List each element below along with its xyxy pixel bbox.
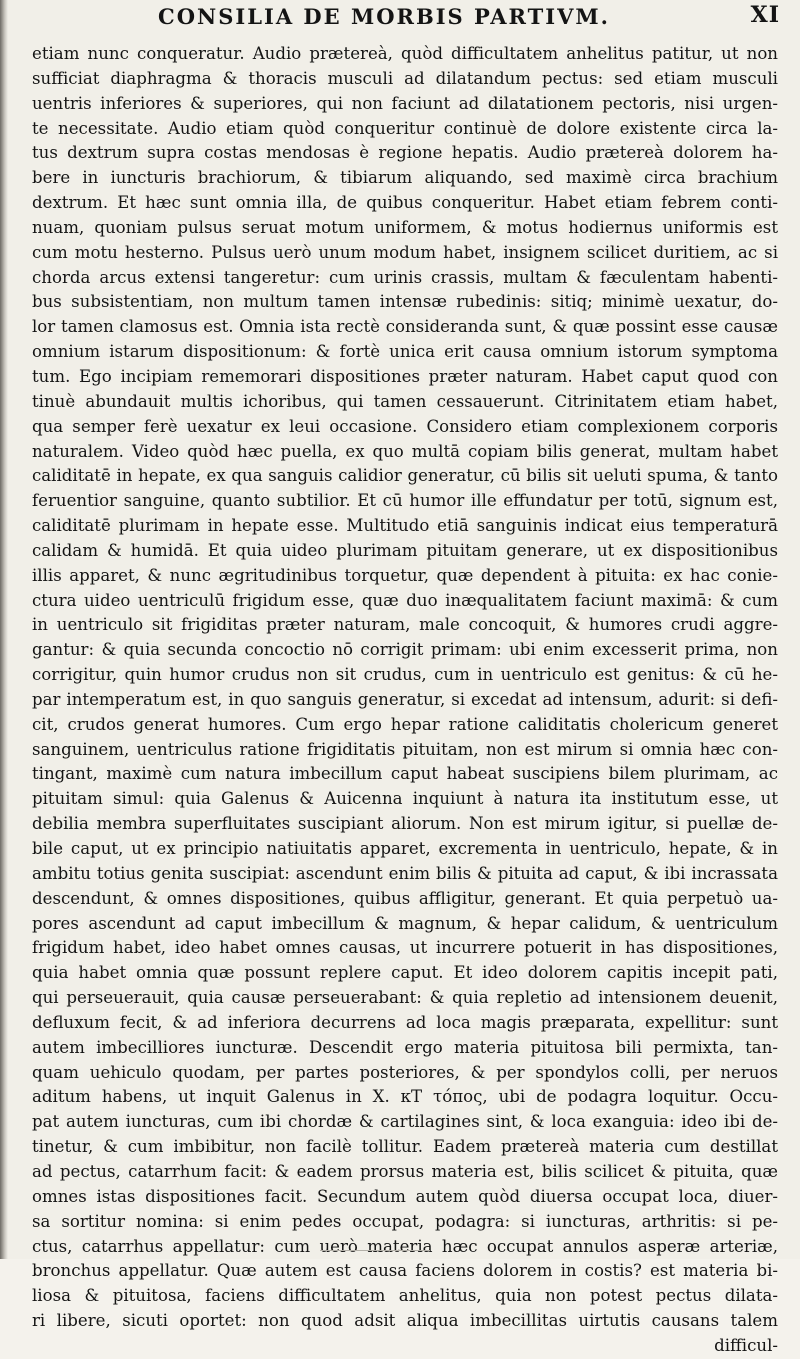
text-line: illis apparet, & nunc ægritudinibus torquetur, quæ dependent à pituita: ex hac conie- (32, 565, 778, 585)
text-line: pat autem iuncturas, cum ibi chordæ & cartilagines sint, & loca exanguia: ideo ibi de- (32, 1112, 778, 1132)
text-line: difficul- (714, 1335, 778, 1355)
text-line: qui perseuerauit, quia causæ perseuerabant: & quia repletio ad intensionem deuenit, (32, 988, 778, 1008)
bottom-rule (320, 1250, 430, 1251)
text-line: te necessitate. Audio etiam quòd conqueritur continuè de dolore existente circa la- (32, 118, 778, 138)
text-line: caliditatē in hepate, ex qua sanguis calidior generatur, cū bilis sit ueluti spuma, & tanto (32, 466, 778, 486)
text-line: bile caput, ut ex principio natiuitatis apparet, excrementa in uentriculo, hepate, & in (32, 839, 778, 858)
text-line: aditum habens, ut inquit Galenus in X. κΤ τόπος, ubi de podagra loquitur. Occu- (32, 1087, 778, 1107)
text-line: debilia membra superfluitates suscipiant aliorum. Non est mirum igitur, si puellæ de- (32, 814, 778, 834)
text-line: descendunt, & omnes dispositiones, quibus affligitur, generant. Et quia perpetuò ua- (32, 888, 778, 908)
text-line: frigidum habet, ideo habet omnes causas, ut incurrere potuerit in has dispositiones, (32, 938, 778, 958)
text-line: etiam nunc conqueratur. Audio prætereà, quòd difficultatem anhelitus patitur, ut non (32, 44, 778, 63)
text-line: feruentior sanguine, quanto subtilior. Et cū humor ille effundatur per totū, signum est, (32, 491, 778, 511)
text-line: liosa & pituitosa, faciens difficultatem anhelitus, quia non potest pectus dilata- (32, 1286, 778, 1306)
text-line: nuam, quoniam pulsus seruat motum uniformem, & motus hodiernus uniformis est (32, 217, 778, 237)
text-line: uentris inferiores & superiores, qui non faciunt ad dilatationem pectoris, nisi urgen- (32, 93, 778, 113)
text-line: omnes istas dispositiones facit. Secundum autem quòd diuersa occupat loca, diuer- (32, 1186, 778, 1206)
text-line: gantur: & quia secunda concoctio nō corrigit primam: ubi enim excesserit prima, non (32, 640, 778, 660)
text-line: bus subsistentiam, non multum tamen intensæ rubedinis: sitiq; minimè uexatur, do- (32, 292, 778, 312)
text-line: defluxum fecit, & ad inferiora decurrens ad loca magis præparata, expellitur: sunt (32, 1012, 778, 1032)
text-line: omnium istarum dispositionum: & fortè unica erit causa omnium istorum symptoma (32, 342, 778, 362)
text-line: tus dextrum supra costas mendosas è regione hepatis. Audio prætereà dolorem ha- (32, 143, 778, 163)
text-line: in uentriculo sit frigiditas præter naturam, male concoquit, & humores crudi aggre- (32, 615, 778, 635)
text-line: corrigitur, quin humor crudus non sit crudus, cum in uentriculo est genitus: & cū he- (32, 665, 778, 685)
text-line: tinuè abundauit multis ichoribus, qui tamen cessauerunt. Citrinitatem etiam habet, (32, 391, 778, 411)
text-line: naturalem. Video quòd hæc puella, ex quo multā copiam bilis generat, multam habet (32, 441, 778, 461)
page-header (28, 2, 780, 42)
text-line: cit, crudos generat humores. Cum ergo hepar ratione caliditatis cholericum generet (32, 714, 778, 734)
text-line: sanguinem, uentriculus ratione frigiditatis pituitam, non est mirum si omnia hæc con- (32, 739, 778, 759)
text-line: tinetur, & cum imbibitur, non facilè tollitur. Eadem prætereà materia cum destillat (32, 1137, 778, 1157)
text-line: calidam & humidā. Et quia uideo plurimam pituitam generare, ut ex dispositionibus (32, 540, 778, 560)
text-line: chorda arcus extensi tangeretur: cum urinis crassis, multam & fæculentam habenti- (32, 267, 778, 287)
text-line: par intemperatum est, in quo sanguis generatur, si excedat ad intensum, adurit: si defi- (32, 689, 778, 709)
text-line: lor tamen clamosus est. Omnia ista rectè consideranda sunt, & quæ possint esse causæ (32, 317, 778, 337)
text-line: cum motu hesterno. Pulsus uerò unum modum habet, insignem scilicet duritiem, ac si (32, 242, 778, 262)
text-line: caliditatē plurimam in hepate esse. Multitudo etiā sanguinis indicat eius temperaturā (32, 516, 778, 536)
text-line: ri libere, sicuti oportet: non quod adsit aliqua imbecillitas uirtutis causans talem (32, 1311, 778, 1331)
running-head: CONSILIA DE MORBIS PARTIVM. (158, 4, 610, 29)
text-line: quam uehiculo quodam, per partes posteriores, & per spondylos colli, per neruos (32, 1062, 778, 1082)
text-line: ad pectus, catarrhum facit: & eadem prorsus materia est, bilis scilicet & pituita, quæ (32, 1161, 778, 1181)
page-binding-shadow (0, 0, 8, 1259)
page-number: XI (750, 2, 780, 28)
text-line: autem imbecilliores iuncturæ. Descendit ergo materia pituitosa bili permixta, tan- (32, 1037, 778, 1057)
text-line: dextrum. Et hæc sunt omnia illa, de quibus conqueritur. Habet etiam febrem conti- (32, 193, 778, 213)
text-line: bronchus appellatur. Quæ autem est causa faciens dolorem in costis? est materia bi- (32, 1261, 778, 1281)
text-line: pores ascendunt ad caput imbecillum & magnum, & hepar calidum, & uentriculum (32, 913, 778, 933)
text-line: ctura uideo uentriculū frigidum esse, quæ duo inæqualitatem faciunt maximā: & cum (32, 590, 778, 610)
text-line: sufficiat diaphragma & thoracis musculi ad dilatandum pectus: sed etiam musculi (32, 68, 778, 88)
text-line: pituitam simul: quia Galenus & Auicenna inquiunt à natura ita institutum esse, ut (32, 789, 778, 809)
text-line: sa sortitur nomina: si enim pedes occupat, podagra: si iuncturas, arthritis: si pe- (32, 1211, 778, 1231)
text-line: ctus, catarrhus appellatur: cum uerò materia hæc occupat annulos asperæ arteriæ, (32, 1236, 778, 1256)
text-line: ambitu totius genita suscipiat: ascendunt enim bilis & pituita ad caput, & ibi incrassata (32, 863, 778, 883)
body-text (32, 42, 778, 1359)
text-line: qua semper ferè uexatur ex leui occasione. Considero etiam complexionem corporis (32, 416, 778, 436)
text-line: bere in iuncturis brachiorum, & tibiarum aliquando, sed maximè circa brachium (32, 168, 778, 188)
text-line: quia habet omnia quæ possunt replere caput. Et ideo dolorem capitis incepit pati, (32, 963, 778, 983)
text-line: tum. Ego incipiam rememorari dispositiones præter naturam. Habet caput quod con (32, 366, 778, 386)
text-line: tingant, maximè cum natura imbecillum caput habeat suscipiens bilem plurimam, ac (32, 764, 778, 784)
